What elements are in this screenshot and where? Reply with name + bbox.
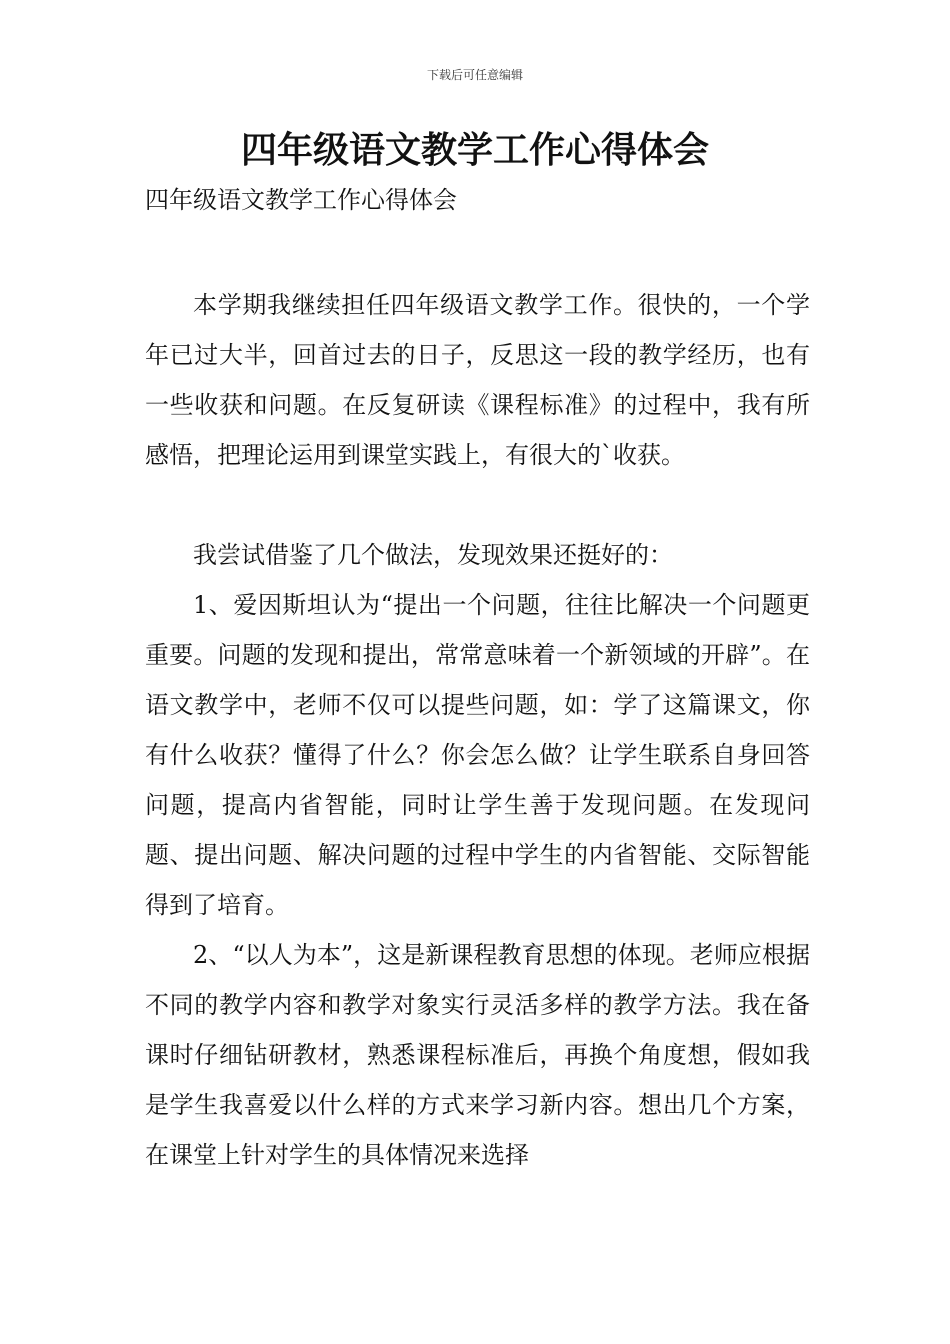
document-subtitle: 四年级语文教学工作心得体会 — [145, 186, 457, 214]
paragraph-point-1: 1、爱因斯坦认为“提出一个问题，往往比解决一个问题更重要。问题的发现和提出，常常意味着一个新领域的开辟”。在语文教学中，老师不仅可以提些问题，如：学了这篇课文，你有什么收获？懂得了什么？你会怎么做？让学生联系自身回答问题，提高内省智能，同时让学生善于发现问题。在发现问题、提出问题、解决问题的过程中学生的内省智能、交际智能得到了培育。 — [145, 591, 810, 919]
paragraph-methods-intro: 我尝试借鉴了几个做法，发现效果还挺好的： — [193, 541, 673, 569]
document-body — [145, 280, 810, 1180]
paragraph-spacer — [145, 480, 810, 530]
document-title: 四年级语文教学工作心得体会 — [240, 129, 709, 171]
paragraph-intro: 本学期我继续担任四年级语文教学工作。很快的，一个学年已过大半，回首过去的日子，反思这一段的教学经历，也有一些收获和问题。在反复研读《课程标准》的过程中，我有所感悟，把理论运用到课堂实践上，有很大的`收获。 — [145, 291, 810, 469]
paragraph-point-2: 2、“以人为本”，这是新课程教育思想的体现。老师应根据不同的教学内容和教学对象实行灵活多样的教学方法。我在备课时仔细钻研教材，熟悉课程标准后，再换个角度想，假如我是学生我喜爱以什么样的方式来学习新内容。想出几个方案，在课堂上针对学生的具体情况来选择 — [145, 941, 810, 1169]
header-note: 下载后可任意编辑 — [426, 68, 523, 82]
